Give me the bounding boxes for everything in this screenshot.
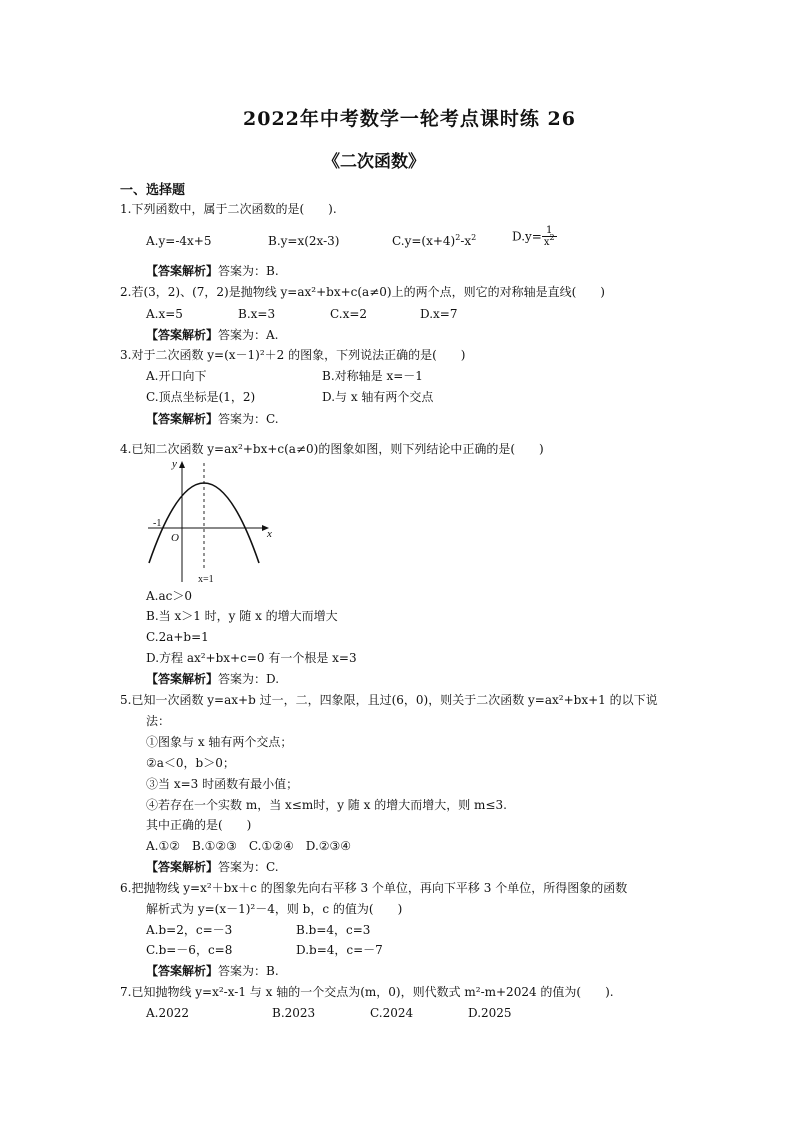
q7-option-d: D.2025	[468, 1006, 512, 1020]
q7-stem: 7.已知抛物线 y=x²-x-1 与 x 轴的一个交点为(m，0)，则代数式 m²-m+2024 的值为( ).	[120, 985, 614, 999]
q5-options: A.①② B.①②③ C.①②④ D.②③④	[146, 839, 352, 853]
q4-answer: 【答案解析】答案为：D.	[146, 672, 280, 686]
q5-stem-line2: 法：	[146, 714, 171, 728]
q3-option-d: D.与 x 轴有两个交点	[322, 390, 434, 404]
q5-statement-2: ②a＜0，b＞0；	[146, 756, 235, 770]
x-axis-label: x	[267, 528, 272, 540]
q5-statement-1: ①图象与 x 轴有两个交点；	[146, 735, 293, 749]
q2-option-c: C.x=2	[330, 307, 368, 321]
q6-option-a: A.b=2，c=－3	[146, 923, 233, 937]
q2-option-a: A.x=5	[146, 307, 183, 321]
q6-option-d: D.b=4，c=－7	[296, 943, 383, 957]
y-axis-arrow	[179, 461, 185, 468]
q2-answer: 【答案解析】答案为：A.	[146, 328, 279, 342]
q3-stem: 3.对于二次函数 y=(x－1)²＋2 的图象，下列说法正确的是( )	[120, 348, 466, 362]
q1-answer: 【答案解析】答案为：B.	[146, 264, 279, 278]
q4-option-a: A.ac＞0	[146, 589, 192, 603]
q1-option-a: A.y=-4x+5	[146, 234, 212, 248]
neg-one-label: -1	[153, 518, 162, 529]
q3-option-b: B.对称轴是 x=－1	[322, 369, 423, 383]
q5-which: 其中正确的是( )	[146, 818, 252, 832]
origin-label: O	[171, 532, 179, 544]
q2-option-d: D.x=7	[420, 307, 458, 321]
q6-stem-line1: 6.把抛物线 y=x²＋bx＋c 的图象先向右平移 3 个单位，再向下平移 3 个单位，所得图象的函数	[120, 881, 628, 895]
q2-option-b: B.x=3	[238, 307, 276, 321]
q4-option-d: D.方程 ax²+bx+c=0 有一个根是 x=3	[146, 651, 357, 665]
q5-stem-line1: 5.已知一次函数 y=ax+b 过一，二，四象限，且过(6，0)，则关于二次函数 y=ax²+bx+1 的以下说	[120, 693, 658, 707]
q4-stem: 4.已知二次函数 y=ax²+bx+c(a≠0)的图象如图，则下列结论中正确的是( )	[120, 442, 544, 456]
q3-option-a: A.开口向下	[146, 369, 207, 383]
q7-option-b: B.2023	[272, 1006, 316, 1020]
q4-option-c: C.2a+b=1	[146, 630, 209, 644]
page-title: 2022年中考数学一轮考点课时练 26	[243, 108, 576, 130]
q2-stem: 2.若(3，2)、(7，2)是抛物线 y=ax²+bx+c(a≠0)上的两个点，则它的对称轴是直线( )	[120, 285, 605, 299]
y-axis-label: y	[172, 458, 177, 470]
q1-option-c: $C.y=(x+4)^2-x^2$	[392, 233, 477, 248]
q5-statement-3: ③当 x=3 时函数有最小值；	[146, 777, 299, 791]
q5-answer: 【答案解析】答案为：C.	[146, 860, 279, 874]
q6-option-b: B.b=4，c=3	[296, 923, 371, 937]
q5-statement-4: ④若存在一个实数 m，当 x≤m时，y 随 x 的增大而增大，则 m≤3.	[146, 798, 507, 812]
q1-option-d: D.y= $\frac{1}{x^2}$	[512, 225, 555, 248]
parabola-graph	[145, 455, 275, 585]
q6-option-c: C.b=－6，c=8	[146, 943, 233, 957]
page-subtitle: 《二次函数》	[323, 152, 425, 172]
q3-option-c: C.顶点坐标是(1，2)	[146, 390, 256, 404]
q6-stem-line2: 解析式为 y=(x－1)²－4，则 b，c 的值为( )	[146, 902, 403, 916]
q1-stem: 1.下列函数中，属于二次函数的是( ).	[120, 202, 337, 216]
symmetry-axis-label: x=1	[198, 574, 214, 585]
q7-option-a: A.2022	[146, 1006, 190, 1020]
q3-answer: 【答案解析】答案为：C.	[146, 412, 279, 426]
q1-option-b: B.y=x(2x-3)	[268, 234, 340, 248]
q4-option-b: B.当 x＞1 时，y 随 x 的增大而增大	[146, 609, 338, 623]
q7-option-c: C.2024	[370, 1006, 414, 1020]
section-heading: 一、选择题	[120, 183, 186, 198]
q6-answer: 【答案解析】答案为：B.	[146, 964, 279, 978]
